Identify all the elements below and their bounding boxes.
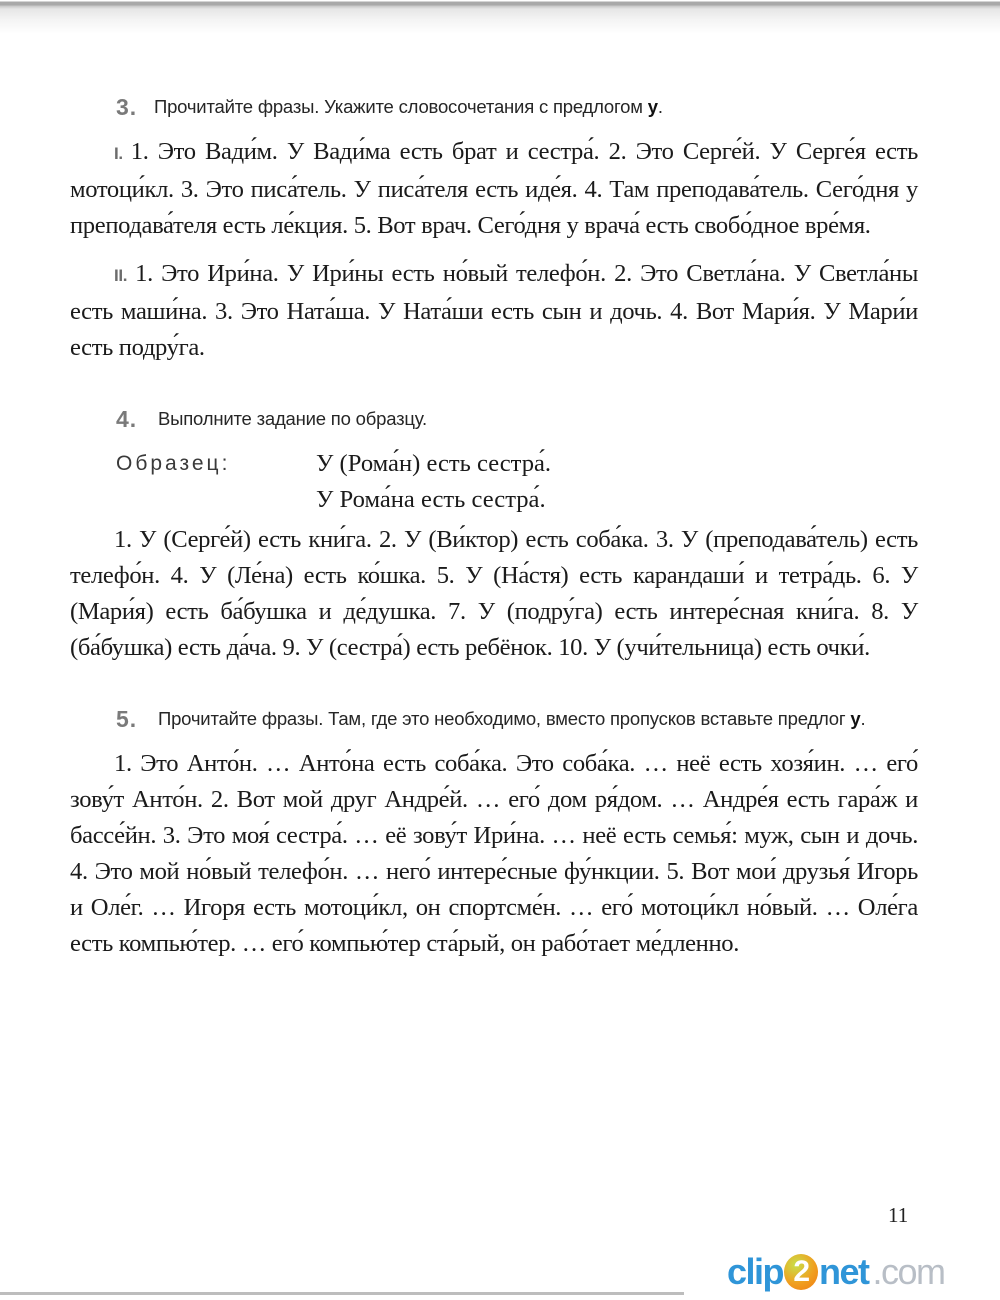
- exercise-3: [70, 92, 918, 366]
- exercise-5-number: 5.: [116, 706, 138, 732]
- part-1-label: I.: [114, 144, 123, 163]
- part-1-text: 1. Это Вади́м. У Вади́ма есть брат и сестра́. 2. Это Серге́й. У Серге́я есть мотоци́кл. 3. Это писа́тель. У писа́теля есть иде́я. 4. Там преподава́тель. Сего́дня у преподава́теля есть ле́кция. 5. Вот врач. Сего́дня у врача́ есть свобо́дное вре́мя.: [70, 138, 918, 239]
- exercise-5-text: 1. Это Анто́н. … Анто́на есть соба́ка. Это соба́ка. … неё есть хозя́ин. … его́ зову́т Анто́н. 2. Вот мой друг Андре́й. … его́ дом ря́дом. … Андре́я есть гара́ж и бассе́йн. 3. Это моя́ сестра́. … её зову́т Ири́на. … неё есть семья́: муж, сын и дочь. 4. Это мой но́вый телефо́н. … него́ интере́сные фу́нкции. 5. Вот мои́ друзья́ Игорь и Оле́г. … Игоря есть мотоци́кл, он спортсме́н. … его́ мотоци́кл но́вый. … Оле́га есть компью́тер. … его́ компью́тер ста́рый, он рабо́тает ме́дленно.: [70, 750, 918, 957]
- sample-line-1: У (Рома́н) есть сестра́.: [316, 450, 552, 477]
- exercise-3-part-2: [70, 256, 918, 366]
- exercise-5-instruction: [158, 704, 918, 734]
- exercise-3-instruction-text: Прочитайте фразы. Укажите словосочетания с предлогом: [154, 96, 643, 117]
- exercise-5: [70, 704, 918, 962]
- sample-line-2: У Рома́на есть сестра́.: [316, 486, 546, 513]
- sample-label: Образец:: [116, 452, 231, 475]
- part-2-text: 1. Это Ири́на. У Ири́ны есть но́вый телефо́н. 2. Это Светла́на. У Светла́ны есть маши́на. 3. Это Ната́ша. У Ната́ши есть сын и дочь. 4. Вот Мари́я. У Мари́и есть подру́га.: [70, 260, 918, 361]
- watermark-clip: clip: [727, 1251, 784, 1292]
- exercise-5-instruction-text: Прочитайте фразы. Там, где это необходимо, вместо пропусков вставьте предлог: [158, 708, 846, 729]
- sample-block: [116, 446, 918, 518]
- exercise-3-instruction-end: .: [657, 96, 663, 117]
- viewer-bottom-edge: [0, 1292, 684, 1295]
- exercise-4-instruction: Выполните задание по образцу.: [158, 408, 427, 429]
- exercise-4-number: 4.: [116, 406, 138, 432]
- exercise-3-number: 3.: [116, 94, 138, 120]
- exercise-4-text: 1. У (Серге́й) есть кни́га. 2. У (Ви́ктор) есть соба́ка. 3. У (преподава́тель) есть телефо́н. 4. У (Ле́на) есть ко́шка. 5. У (На́стя) есть карандаши́ и тетра́дь. 6. У (Мари́я) есть ба́бушка и де́душка. 7. У (подру́га) есть интере́сная кни́га. 8. У (ба́бушка) есть да́ча. 9. У (сестра́) есть ребёнок. 10. У (учи́тельница) есть очки́.: [70, 526, 918, 661]
- exercise-3-part-1: [70, 134, 918, 244]
- part-2-label: II.: [114, 266, 128, 285]
- exercise-4: [70, 404, 918, 666]
- exercise-5-instruction-end: .: [860, 708, 866, 729]
- textbook-page: [70, 92, 918, 962]
- watermark-net: net: [819, 1251, 869, 1292]
- exercise-3-instruction: [154, 92, 918, 122]
- viewer-top-edge: [0, 0, 1000, 34]
- watermark-com: .com: [872, 1251, 945, 1292]
- clip2net-watermark-logo: [727, 1250, 945, 1294]
- watermark-two-circle-icon: 2: [784, 1254, 818, 1290]
- exercise-3-heading: [70, 92, 918, 122]
- preposition-highlight: у: [850, 708, 861, 729]
- page-number: 11: [888, 1203, 909, 1227]
- exercise-5-heading: [70, 704, 918, 734]
- exercise-4-heading: [70, 404, 918, 434]
- preposition-highlight: у: [647, 96, 658, 117]
